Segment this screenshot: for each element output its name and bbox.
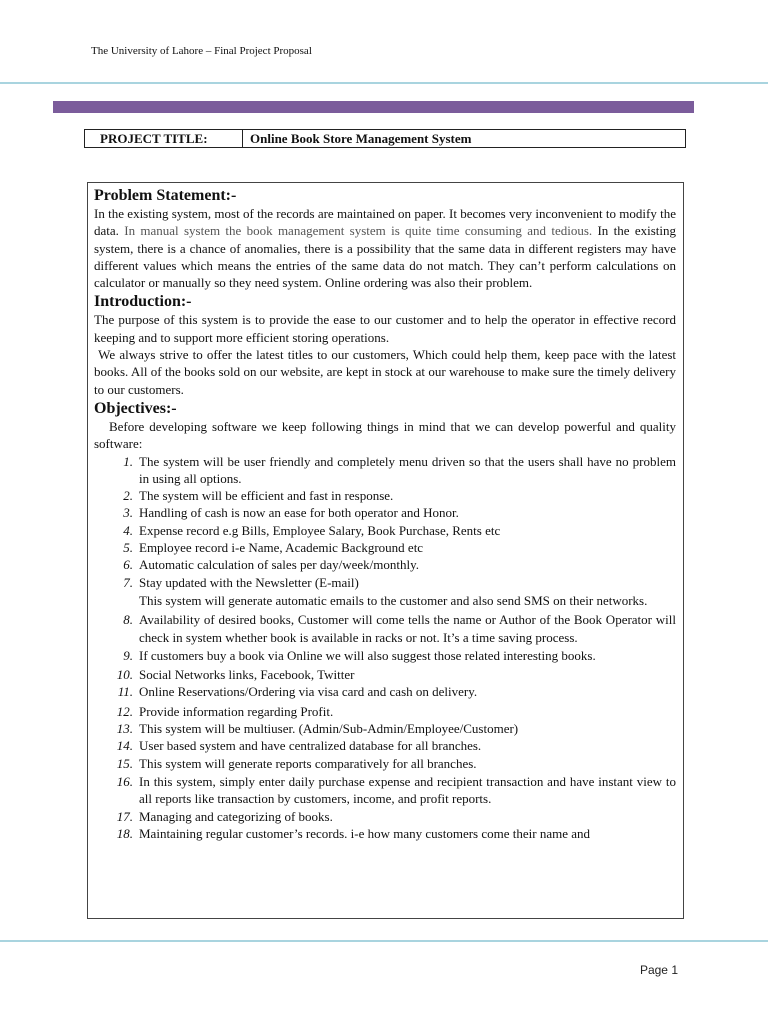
list-item <box>94 647 676 664</box>
list-item <box>94 574 676 610</box>
item-text: Online Reservations/Ordering via visa card and cash on delivery. <box>139 684 478 700</box>
objectives-heading: Objectives:- <box>94 399 177 417</box>
objectives-intro: Before developing software we keep following things in mind that we can develop powerful and quality software: <box>94 418 680 452</box>
problem-text-part-b: In manual system the book management system is quite time consuming and tedious. <box>124 223 593 239</box>
item-text <box>139 574 676 610</box>
list-item <box>94 720 676 737</box>
item-number: 17. <box>116 808 133 824</box>
header-divider <box>0 82 768 84</box>
item-number: 8. <box>123 612 133 628</box>
page-number: Page 1 <box>639 963 678 977</box>
item-number: 14. <box>116 738 133 754</box>
item-number: 16. <box>116 773 133 789</box>
list-item <box>94 755 676 772</box>
list-item <box>94 666 676 683</box>
item-number: 18. <box>116 825 133 841</box>
list-item <box>94 737 676 754</box>
item-text: Automatic calculation of sales per day/week/monthly. <box>139 557 420 573</box>
list-item <box>94 487 676 504</box>
footer-divider <box>0 940 768 942</box>
list-item <box>94 825 676 842</box>
item-text: If customers buy a book via Online we will also suggest those related interesting books. <box>139 647 596 663</box>
project-title-value: Online Book Store Management System <box>250 131 472 146</box>
list-item <box>94 522 676 539</box>
list-item <box>94 504 676 521</box>
item-number: 5. <box>123 540 133 556</box>
objectives-list <box>94 453 676 843</box>
item-number: 12. <box>116 703 133 719</box>
item-number: 15. <box>116 755 133 771</box>
item-main-text: Stay updated with the Newsletter (E-mail) <box>139 574 359 590</box>
proposal-content-box <box>87 182 684 919</box>
introduction-para-2: We always strive to offer the latest titles to our customers, Which could help them, keep pace with the latest books. All of the books sold on our website, are kept in stock at our warehouse to make sure the timely delivery to our customers. <box>94 347 680 397</box>
item-number: 9. <box>123 647 133 663</box>
decorative-bar <box>53 101 694 113</box>
item-text: Social Networks links, Facebook, Twitter <box>139 667 355 683</box>
list-item <box>94 703 676 720</box>
item-number: 4. <box>123 522 133 538</box>
item-number: 6. <box>123 557 133 573</box>
problem-text-part-a: In the existing system, most of the records are maintained on paper. It becomes very inconvenient to modify the data. <box>94 206 676 239</box>
project-title-table <box>84 129 686 148</box>
list-item <box>94 453 676 488</box>
item-text: Managing and categorizing of books. <box>139 808 333 824</box>
item-number: 7. <box>123 574 133 590</box>
list-item <box>94 556 676 573</box>
list-item <box>94 773 676 808</box>
problem-text-part-c: In the existing system, there is a chance of anomalies, there is a possibility that the same data in different registers may have different values which means the entries of the same data do not match. They can’t perform calculations on calculator or manually so they need system. Online ordering was also their problem. <box>94 223 676 291</box>
item-text: Provide information regarding Profit. <box>139 703 334 719</box>
item-text: User based system and have centralized database for all branches. <box>139 738 482 754</box>
problem-statement-heading: Problem Statement:- <box>94 187 237 204</box>
item-number: 2. <box>123 488 133 504</box>
item-text: The system will be efficient and fast in response. <box>139 488 394 504</box>
item-text: This system will be multiuser. (Admin/Sub-Admin/Employee/Customer) <box>139 721 519 737</box>
item-number: 10. <box>116 667 133 683</box>
item-text: Maintaining regular customer’s records. i-e how many customers come their name and <box>139 825 591 841</box>
item-text: Availability of desired books, Customer will come tells the name or Author of the Book Operator will check in system whether book is available in racks or not. It’s a time saving process. <box>139 612 676 645</box>
list-item <box>94 539 676 556</box>
item-text: This system will generate reports comparatively for all branches. <box>139 755 477 771</box>
running-header: The University of Lahore – Final Project Proposal <box>91 45 312 57</box>
item-text: In this system, simply enter daily purchase expense and recipient transaction and have instant view to all reports like transaction by customers, income, and profit reports. <box>139 773 676 807</box>
item-number: 11. <box>117 684 133 700</box>
list-item <box>94 611 676 646</box>
item-text: The system will be user friendly and completely menu driven so that the users shall have no problem in using all options. <box>139 453 676 486</box>
item-number: 1. <box>123 453 133 469</box>
introduction-para-1: The purpose of this system is to provide the ease to our customer and to help the operator in effective record keeping and to support more efficient storing operations. <box>94 312 676 345</box>
item-text: Handling of cash is now an ease for both operator and Honor. <box>139 505 459 521</box>
item-text: Expense record e.g Bills, Employee Salary, Book Purchase, Rents etc <box>139 522 501 538</box>
item-text: Employee record i-e Name, Academic Background etc <box>139 540 424 556</box>
introduction-heading: Introduction:- <box>94 293 192 311</box>
list-item <box>94 808 676 825</box>
item-number: 13. <box>116 721 133 737</box>
project-title-label: PROJECT TITLE: <box>85 130 243 147</box>
item-number: 3. <box>123 505 133 521</box>
list-item <box>94 683 676 700</box>
problem-statement-text <box>94 205 676 291</box>
item-sub-text: This system will generate automatic emails to the customer and also send SMS on their networks. <box>139 592 648 608</box>
